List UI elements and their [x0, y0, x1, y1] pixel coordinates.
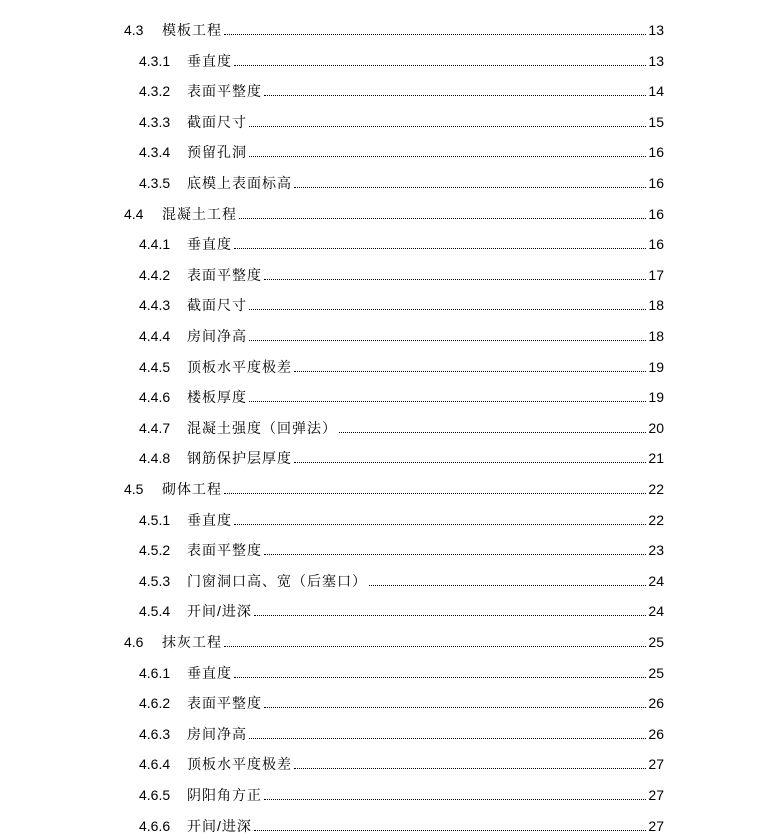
toc-entry-number: 4.3: [124, 22, 144, 38]
toc-page-number: 22: [648, 511, 664, 528]
toc-subsection-entry[interactable]: [139, 254, 664, 284]
toc-entry-title: 表面平整度: [187, 695, 262, 712]
toc-entry-number: 4.3.1: [139, 52, 171, 69]
toc-subsection-entry[interactable]: [139, 437, 664, 467]
toc-entry-number: 4.5: [124, 481, 144, 497]
toc-entry-title: 阴阳角方正: [187, 787, 262, 803]
toc-dot-leader: [234, 677, 646, 678]
toc-entry-number: 4.4: [124, 205, 144, 222]
toc-dot-leader: [234, 248, 646, 249]
toc-page-number: 21: [648, 450, 664, 467]
toc-entry-title: 顶板水平度极差: [187, 756, 292, 773]
toc-entry-title: 顶板水平度极差: [187, 358, 292, 375]
toc-entry-number: 4.5.3: [139, 572, 171, 589]
toc-page-number: 26: [648, 725, 664, 742]
toc-entry-number: 4.6.3: [139, 725, 171, 742]
toc-entry-title: 楼板厚度: [187, 389, 247, 406]
toc-subsection-entry[interactable]: [139, 652, 664, 682]
toc-subsection-entry[interactable]: [139, 101, 664, 131]
toc-entry-title: 混凝土工程: [162, 205, 237, 222]
toc-entry-number: 4.4.1: [139, 236, 171, 253]
toc-dot-leader: [369, 585, 646, 586]
toc-entry-title: 模板工程: [162, 22, 222, 38]
toc-entry-number: 4.4.5: [139, 358, 171, 375]
toc-entry-number: 4.5.4: [139, 603, 171, 620]
toc-subsection-entry[interactable]: [139, 223, 664, 253]
toc-entry-number: 4.6.1: [139, 664, 171, 681]
toc-entry-title: 垂直度: [187, 52, 232, 69]
toc-entry-title: 房间净高: [187, 328, 247, 344]
toc-entry-number: 4.3.4: [139, 144, 171, 161]
toc-dot-leader: [234, 65, 646, 66]
toc-page-number: 27: [648, 787, 664, 803]
toc-entry-title: 钢筋保护层厚度: [187, 450, 292, 467]
toc-dot-leader: [249, 309, 646, 310]
toc-entry-title: 垂直度: [187, 236, 232, 253]
toc-dot-leader: [224, 646, 646, 647]
toc-entry-title: 截面尺寸: [187, 113, 247, 130]
toc-entry-number: 4.6.5: [139, 787, 171, 803]
toc-subsection-entry[interactable]: [139, 315, 664, 345]
toc-page-number: 16: [648, 205, 664, 222]
toc-dot-leader: [224, 493, 646, 494]
toc-entry-number: 4.4.8: [139, 450, 171, 467]
toc-subsection-entry[interactable]: [139, 499, 664, 529]
toc-subsection-entry[interactable]: [139, 284, 664, 314]
toc-dot-leader: [294, 371, 646, 372]
toc-dot-leader: [249, 340, 646, 341]
toc-entry-number: 4.6: [124, 634, 144, 650]
toc-dot-leader: [294, 187, 646, 188]
toc-entry-title: 表面平整度: [187, 83, 262, 100]
toc-subsection-entry[interactable]: [139, 560, 664, 590]
toc-entry-title: 预留孔洞: [187, 144, 247, 161]
toc-dot-leader: [249, 738, 646, 739]
toc-page-number: 27: [648, 817, 664, 834]
toc-subsection-entry[interactable]: [139, 131, 664, 161]
toc-section-entry[interactable]: [124, 9, 664, 39]
toc-page-number: 25: [648, 664, 664, 681]
toc-dot-leader: [239, 218, 646, 219]
toc-dot-leader: [264, 707, 646, 708]
toc-subsection-entry[interactable]: [139, 346, 664, 376]
toc-entry-number: 4.3.5: [139, 175, 171, 191]
toc-dot-leader: [249, 156, 646, 157]
toc-page-number: 27: [648, 756, 664, 773]
toc-dot-leader: [339, 432, 646, 433]
toc-subsection-entry[interactable]: [139, 805, 664, 835]
toc-entry-title: 混凝土强度（回弹法）: [187, 419, 337, 436]
toc-dot-leader: [264, 279, 646, 280]
toc-subsection-entry[interactable]: [139, 70, 664, 100]
toc-subsection-entry[interactable]: [139, 529, 664, 559]
toc-dot-leader: [264, 799, 646, 800]
toc-page-number: 16: [648, 175, 664, 191]
toc-entry-title: 底模上表面标高: [187, 175, 292, 191]
toc-dot-leader: [234, 524, 646, 525]
toc-subsection-entry[interactable]: [139, 162, 664, 192]
toc-subsection-entry[interactable]: [139, 743, 664, 773]
toc-entry-number: 4.5.2: [139, 542, 171, 559]
toc-subsection-entry[interactable]: [139, 774, 664, 804]
toc-subsection-entry[interactable]: [139, 376, 664, 406]
toc-entry-title: 垂直度: [187, 664, 232, 681]
toc-subsection-entry[interactable]: [139, 590, 664, 620]
toc-dot-leader: [264, 554, 646, 555]
toc-section-entry[interactable]: [124, 621, 664, 651]
toc-entry-number: 4.5.1: [139, 511, 171, 528]
toc-entry-number: 4.6.2: [139, 695, 171, 712]
toc-page-number: 14: [648, 83, 664, 100]
toc-entry-title: 表面平整度: [187, 542, 262, 559]
toc-page-number: 15: [648, 113, 664, 130]
toc-section-entry[interactable]: [124, 193, 664, 223]
toc-page-number: 24: [648, 603, 664, 620]
toc-entry-title: 砌体工程: [162, 481, 222, 497]
toc-entry-number: 4.4.4: [139, 328, 171, 344]
toc-page-number: 20: [648, 419, 664, 436]
toc-entry-title: 门窗洞口高、宽（后塞口）: [187, 572, 367, 589]
toc-entry-title: 开间/进深: [187, 817, 252, 834]
toc-page-number: 26: [648, 695, 664, 712]
toc-page-number: 18: [648, 328, 664, 344]
toc-entry-title: 抹灰工程: [162, 634, 222, 650]
toc-dot-leader: [224, 34, 646, 35]
toc-page-number: 13: [648, 52, 664, 69]
toc-section-entry[interactable]: [124, 468, 664, 498]
toc-entry-number: 4.4.6: [139, 389, 171, 406]
toc-page-number: 25: [648, 634, 664, 650]
toc-entry-number: 4.4.7: [139, 419, 171, 436]
toc-entry-number: 4.3.3: [139, 113, 171, 130]
toc-subsection-entry[interactable]: [139, 713, 664, 743]
toc-entry-number: 4.6.4: [139, 756, 171, 773]
toc-entry-number: 4.4.3: [139, 297, 171, 314]
toc-page-number: 19: [648, 358, 664, 375]
toc-entry-title: 垂直度: [187, 511, 232, 528]
toc-page-number: 18: [648, 297, 664, 314]
toc-entry-number: 4.6.6: [139, 817, 171, 834]
toc-dot-leader: [294, 462, 646, 463]
toc-page-number: 23: [648, 542, 664, 559]
toc-dot-leader: [254, 615, 647, 616]
toc-page-number: 22: [648, 481, 664, 497]
toc-dot-leader: [264, 95, 646, 96]
toc-entry-title: 开间/进深: [187, 603, 252, 620]
toc-dot-leader: [294, 768, 646, 769]
toc-entry-title: 表面平整度: [187, 266, 262, 283]
toc-entry-title: 房间净高: [187, 725, 247, 742]
toc-dot-leader: [254, 830, 647, 831]
toc-entry-number: 4.4.2: [139, 266, 171, 283]
toc-entry-number: 4.3.2: [139, 83, 171, 100]
toc-page-number: 16: [648, 144, 664, 161]
toc-entry-title: 截面尺寸: [187, 297, 247, 314]
toc-page-number: 16: [648, 236, 664, 253]
toc-dot-leader: [249, 401, 646, 402]
toc-subsection-entry[interactable]: [139, 682, 664, 712]
toc-page-number: 13: [648, 22, 664, 38]
toc-page-number: 19: [648, 389, 664, 406]
toc-dot-leader: [249, 126, 646, 127]
toc-page-number: 17: [648, 266, 664, 283]
toc-subsection-entry[interactable]: [139, 40, 664, 70]
toc-subsection-entry[interactable]: [139, 407, 664, 437]
toc-page-number: 24: [648, 572, 664, 589]
